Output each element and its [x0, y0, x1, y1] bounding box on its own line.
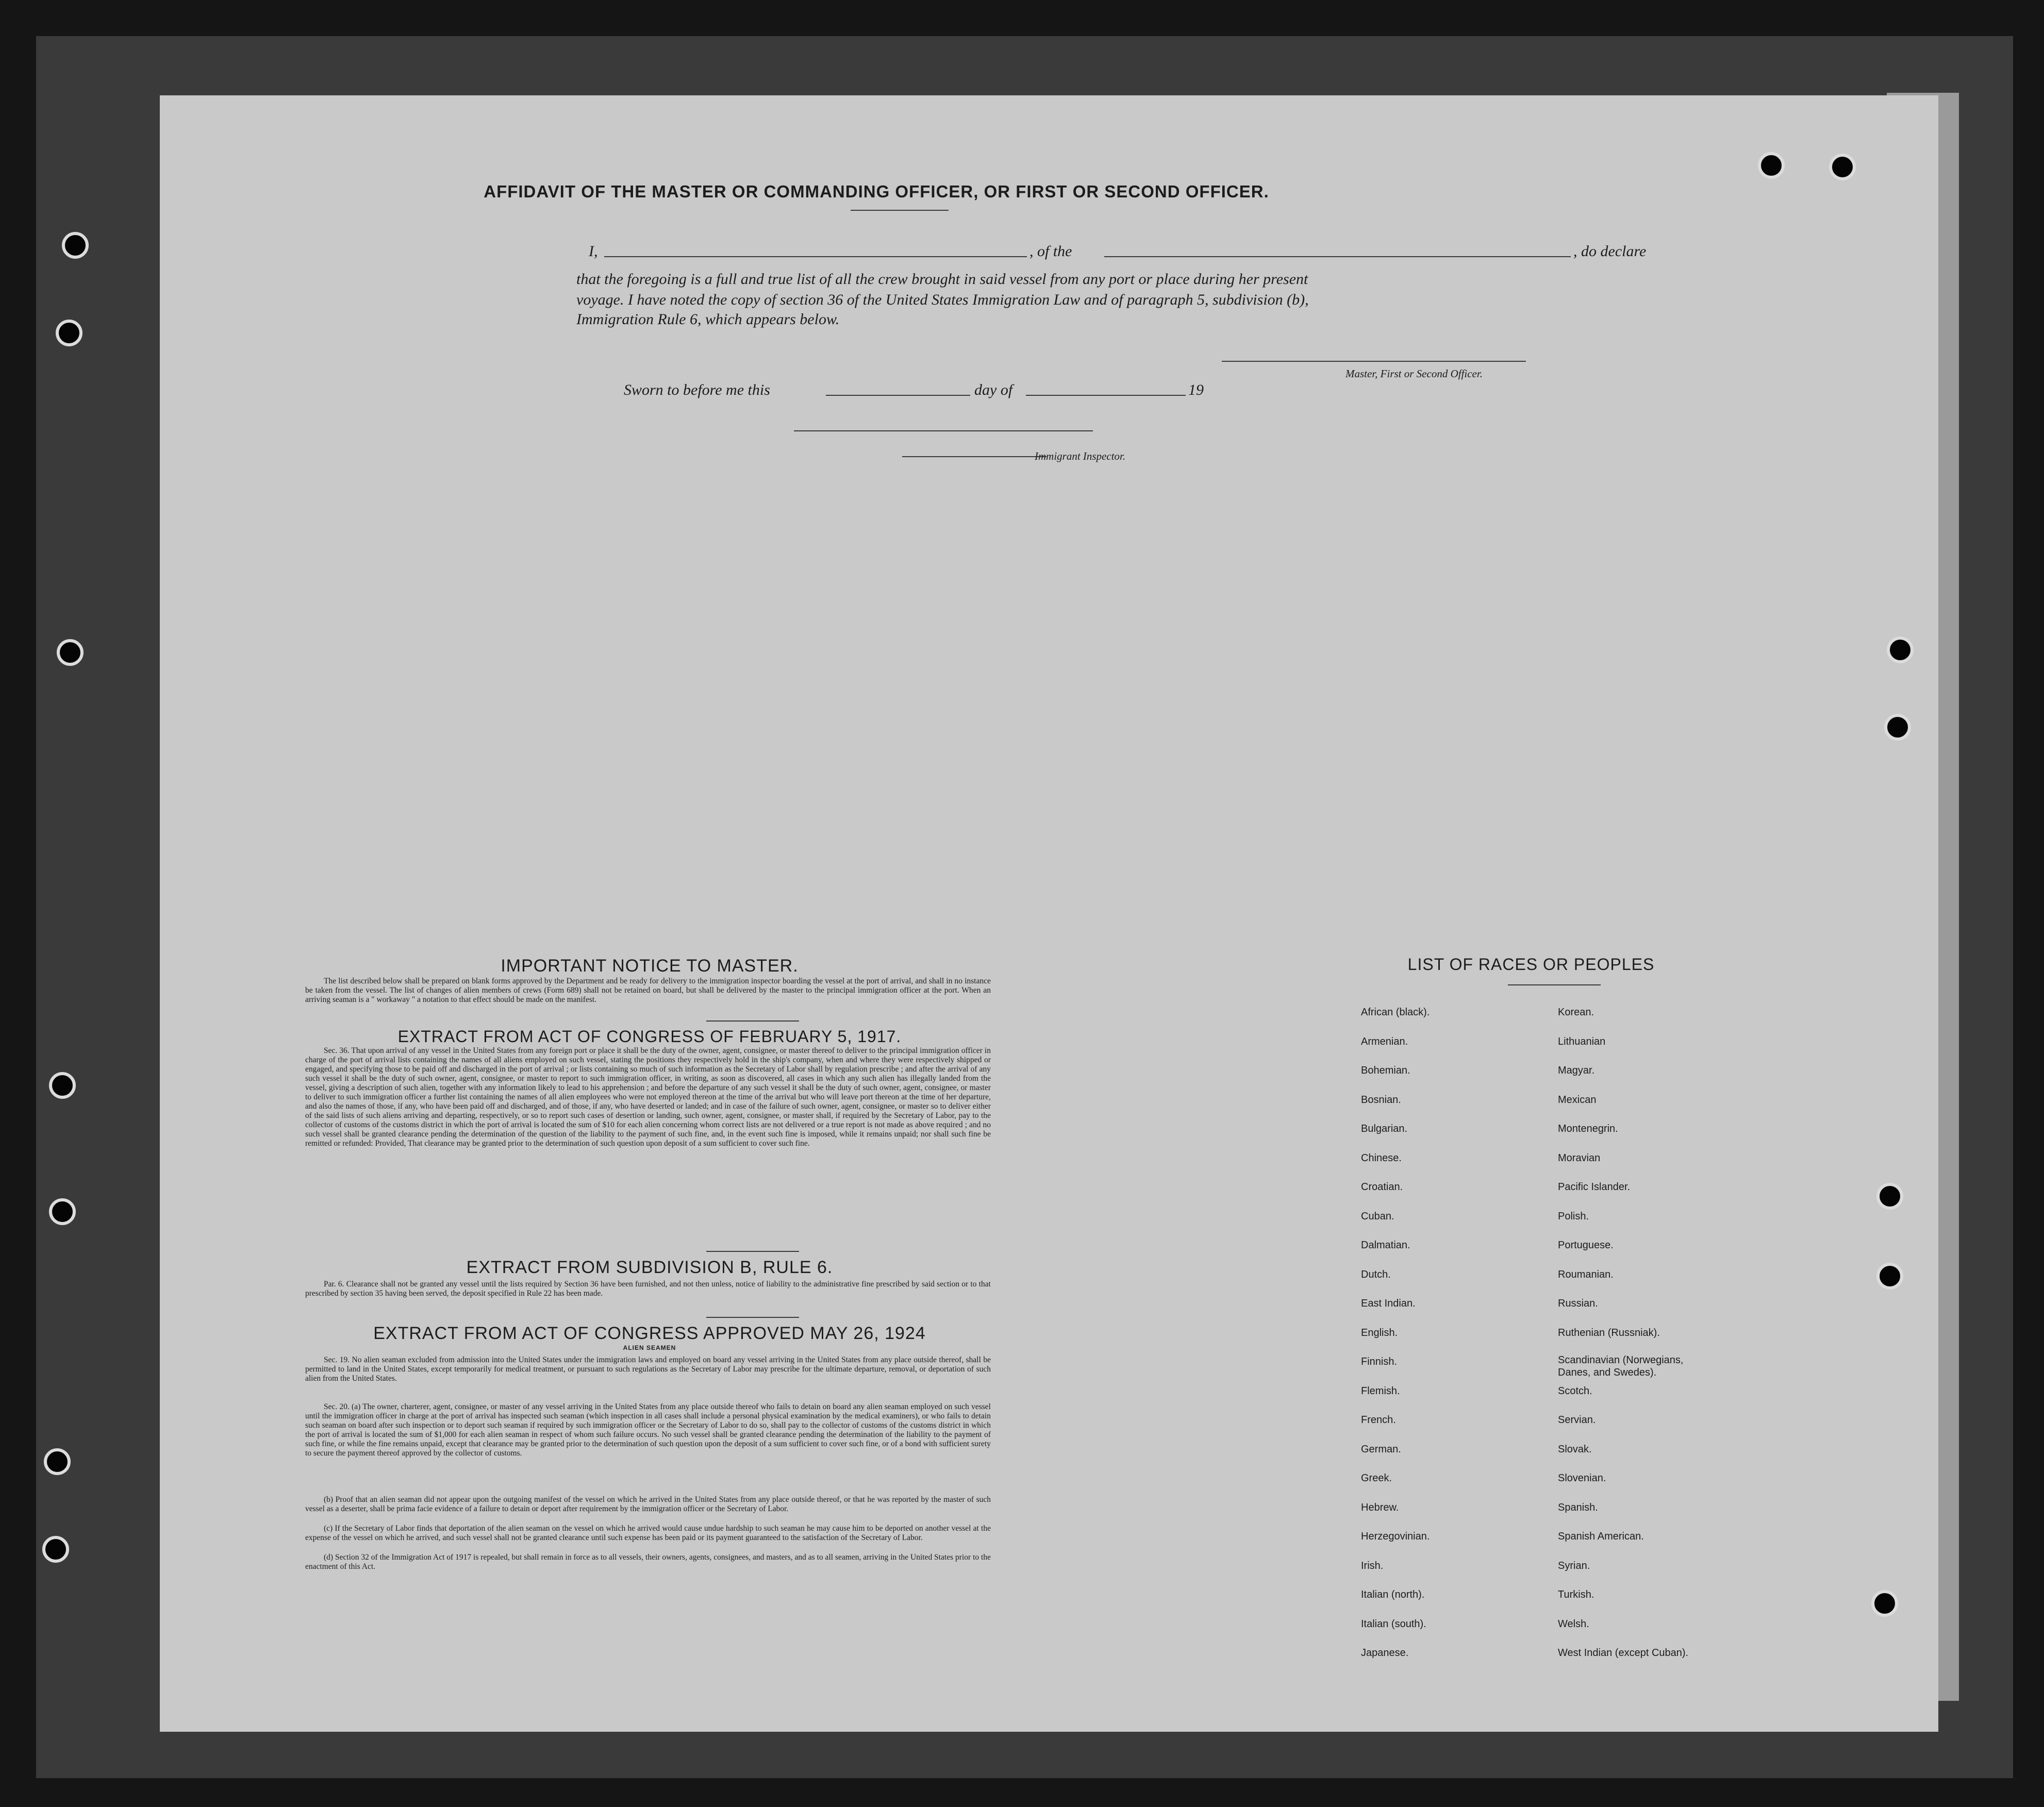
race-item-right: Syrian.: [1558, 1560, 1590, 1571]
race-item-right: Servian.: [1558, 1414, 1596, 1426]
race-item-right: Moravian: [1558, 1152, 1601, 1164]
race-item-left: Greek.: [1361, 1473, 1392, 1484]
act-1924-sec-19: Sec. 19. No alien seaman excluded from admission into the United States under the immigration laws and employed on board any vessel arriving in the United States from any place outside thereof, shall be permitted to land in the United States, except temporarily for medical treatment, or pursuant to such regulations as the Secretary of Labor may prescribe for the ultimate departure, removal, or deportation of such alien from the United States.: [305, 1356, 991, 1383]
act-1917-heading: EXTRACT FROM ACT OF CONGRESS OF FEBRUARY 5, 1917.: [397, 1027, 902, 1046]
binder-hole: [49, 1072, 76, 1099]
race-item-right: Turkish.: [1558, 1589, 1594, 1600]
sworn-month-blank[interactable]: [1026, 395, 1186, 396]
races-list: [1361, 1007, 1825, 1661]
race-item-left: Herzegovinian.: [1361, 1531, 1430, 1542]
race-item-right: Spanish American.: [1558, 1531, 1644, 1542]
affidavit-line-2: that the foregoing is a full and true list of all the crew brought in said vessel from any port or place during her present: [576, 271, 1308, 288]
race-item-left: Flemish.: [1361, 1385, 1400, 1397]
signature-line[interactable]: [1222, 361, 1526, 362]
race-item-left: African (black).: [1361, 1007, 1430, 1018]
race-item-right: Lithuanian: [1558, 1036, 1606, 1047]
inspector-line-2[interactable]: [902, 456, 1046, 457]
affidavit-heading: AFFIDAVIT OF THE MASTER OR COMMANDING OFFICER, OR FIRST OR SECOND OFFICER.: [484, 182, 1269, 201]
divider-1: [706, 1020, 799, 1022]
sworn-year: 19: [1188, 381, 1204, 398]
races-heading: LIST OF RACES OR PEOPLES: [1407, 955, 1655, 974]
race-item-right: Spanish.: [1558, 1502, 1598, 1513]
sworn-line: [624, 381, 1345, 402]
race-item-left: Hebrew.: [1361, 1502, 1399, 1513]
binder-hole: [44, 1448, 71, 1475]
race-item-right: Pacific Islander.: [1558, 1181, 1631, 1193]
race-item-right: Montenegrin.: [1558, 1123, 1618, 1134]
binder-hole: [1887, 637, 1914, 663]
race-item-right: Slovenian.: [1558, 1473, 1606, 1484]
notice-text: The list described below shall be prepared on blank forms approved by the Department and be ready for delivery to the immigration inspector boarding the vessel at the port of arrival, and shall in no instance be taken from the vessel. The list of changes of alien members of crews (Form 689) shall not be retained on board, but shall be delivered by the master to the principal immigration officer at the port. When an arriving seaman is a " workaway " a notation to that effect should be made on the manifest.: [305, 977, 991, 1004]
race-item-left: Dalmatian.: [1361, 1240, 1410, 1251]
document-page: [160, 95, 1938, 1732]
inspector-line-1[interactable]: [794, 430, 1093, 431]
divider-3: [706, 1317, 799, 1318]
races-underline: [1508, 984, 1601, 985]
race-item-left: Bohemian.: [1361, 1065, 1410, 1076]
act-1924-sec-20b: (b) Proof that an alien seaman did not appear upon the outgoing manifest of the vessel on which he arrived in the United States from any place outside thereof, or that he was reported by the master of such vessel as a deserter, shall be prima facie evidence of a failure to detain or deport after requirement by the immigration officer or the Secretary of Labor.: [305, 1495, 991, 1513]
race-item-right: Scotch.: [1558, 1385, 1592, 1397]
race-item-right: Russian.: [1558, 1298, 1598, 1309]
signature-label: Master, First or Second Officer.: [1345, 367, 1483, 380]
act-1924-sec-20d: (d) Section 32 of the Immigration Act of 1917 is repealed, but shall remain in force as to all vessels, their owners, agents, consignees, and masters, and as to all seamen, arriving in the United States prior to the enactment of this Act.: [305, 1553, 991, 1571]
affidavit-declare-line: [589, 243, 1743, 263]
race-item-right: Portuguese.: [1558, 1240, 1614, 1251]
race-item-left: Bulgarian.: [1361, 1123, 1408, 1134]
race-item-right: Mexican: [1558, 1094, 1597, 1106]
race-item-left: German.: [1361, 1444, 1401, 1455]
race-item-right: West Indian (except Cuban).: [1558, 1647, 1689, 1659]
race-item-left: Croatian.: [1361, 1181, 1403, 1193]
sworn-day-of: day of: [974, 381, 1013, 398]
act-1924-sec-20a: Sec. 20. (a) The owner, charterer, agent, consignee, or master of any vessel arriving in the United States from any place outside thereof who fails to detain on board any alien seaman employed on such vessel until the immigration officer in charge at the port of arrival has inspected such seaman (which inspection in all cases shall include a personal physical examination by the medical examiners), or who fails to detain such seaman on board after such inspection or to deport such seaman if required by such immigration officer or the Secretary of Labor to do so, shall pay to the collector of customs of the customs district in which the port of arrival is located the sum of $1,000 for each alien seaman in respect of whom such failure occurs. No such vessel shall be granted clearance pending the determination of the liability to the payment of such fine, or while the fine remains unpaid, except that clearance may be granted prior to the determination of such question upon the deposit of a sum sufficient to cover such fine, or of a bond with sufficient surety to secure the payment thereof approved by the collector of customs.: [305, 1402, 991, 1458]
heading-underline: [851, 210, 949, 211]
binder-hole: [42, 1536, 69, 1563]
declare-end: , do declare: [1573, 243, 1647, 260]
race-item-left: French.: [1361, 1414, 1396, 1426]
race-item-left: Italian (south).: [1361, 1618, 1426, 1630]
race-item-left: Irish.: [1361, 1560, 1384, 1571]
binder-hole: [62, 232, 89, 259]
binder-hole: [49, 1198, 76, 1225]
alien-seamen-subheading: ALIEN SEAMEN: [623, 1344, 676, 1351]
act-1917-text: Sec. 36. That upon arrival of any vessel in the United States from any foreign port or place it shall be the duty of the owner, agent, consignee, or master thereof to deliver to the principal immigration officer in charge of the port of arrival lists containing the names of all aliens employed on such vessel, stating the positions they respectively hold in the ship's company, when and where they were respectively shipped or engaged, and specifying those to be paid off and discharged in the port of arrival ; or lists containing so much of such information as the Secretary of Labor shall by regulation prescribe ; and after the arrival of any such vessel it shall be the duty of such owner, agent, consignee, or master to report to such immigration officer, in writing, as soon as discovered, all cases in which any such alien has illegally landed from the vessel, giving a description of such alien, together with any information likely to lead to his apprehension ; and before the departure of any such vessel it shall be the duty of such owner, agent, consignee, or master to deliver to such immigration officer a further list containing the names of all alien employees who were not employed thereon at the time of the arrival but who will leave port thereon at the time of her departure, and also the names of those, if any, who have been paid off and discharged, and of those, if any, who have deserted or landed; and in case of the failure of such owner, agent, consignee, or master so to deliver either of the said lists of such aliens arriving and departing, respectively, or so to report such cases of desertion or landing, such owner, agent, consignee, or master shall, if required by the Secretary of Labor, pay to the collector of customs of the customs district in which the port of arrival is located the sum of $10 for each alien concerning whom correct lists are not delivered or a true report is not made as above required ; and no such vessel shall be granted clearance pending the determination of the question of the liability to the payment of such fine, and, in the event such fine is imposed, while it remains unpaid; nor shall such fine be remitted or refunded: Provided, That clearance may be granted prior to the determination of such question upon deposit of a sum sufficient to cover such fine.: [305, 1046, 991, 1148]
sworn-text: Sworn to before me this: [624, 381, 770, 398]
act-1924-heading: EXTRACT FROM ACT OF CONGRESS APPROVED MAY 26, 1924: [373, 1324, 926, 1343]
race-item-right: Magyar.: [1558, 1065, 1595, 1076]
race-item-left: Chinese.: [1361, 1152, 1402, 1164]
race-item-left: English.: [1361, 1327, 1398, 1338]
race-item-left: East Indian.: [1361, 1298, 1416, 1309]
binder-hole: [1829, 154, 1856, 180]
inspector-label: Immigrant Inspector.: [1035, 450, 1126, 462]
binder-hole: [57, 639, 84, 666]
race-item-right: Welsh.: [1558, 1618, 1589, 1630]
rule-6-text: Par. 6. Clearance shall not be granted any vessel until the lists required by Section 36 have been furnished, and not then unless, notice of liability to the administrative fine prescribed by said section or to that prescribed by section 35 having been served, the deposit specified in Rule 22 has been made.: [305, 1280, 991, 1298]
sworn-date-blank[interactable]: [826, 395, 970, 396]
race-item-left: Cuban.: [1361, 1211, 1394, 1222]
declare-i: I,: [589, 243, 598, 260]
declare-of-the: , of the: [1029, 243, 1072, 260]
race-item-left: Japanese.: [1361, 1647, 1409, 1659]
binder-hole: [1876, 1183, 1903, 1210]
divider-2: [706, 1251, 799, 1252]
binder-hole: [1758, 152, 1785, 179]
race-item-left: Italian (north).: [1361, 1589, 1425, 1600]
name-blank[interactable]: [604, 256, 1027, 257]
rule-6-heading: EXTRACT FROM SUBDIVISION B, RULE 6.: [466, 1258, 833, 1277]
race-item-left: Armenian.: [1361, 1036, 1408, 1047]
binder-hole: [56, 320, 82, 346]
race-item-left: Finnish.: [1361, 1356, 1398, 1367]
race-item-right: Ruthenian (Russniak).: [1558, 1327, 1660, 1338]
race-item-right: Polish.: [1558, 1211, 1589, 1222]
binder-hole: [1876, 1263, 1903, 1290]
race-item-left: Bosnian.: [1361, 1094, 1401, 1106]
race-item-left: Dutch.: [1361, 1269, 1391, 1280]
binder-hole: [1871, 1590, 1898, 1617]
act-1924-sec-20c: (c) If the Secretary of Labor finds that deportation of the alien seaman on the vessel on which he arrived would cause undue hardship to such seaman he may cause him to be deported on another vessel at the expense of the vessel on which he arrived, and such vessel shall not be granted clearance until such expense has been paid or its payment guaranteed to the satisfaction of the Secretary of Labor.: [305, 1524, 991, 1542]
binder-hole: [1884, 714, 1911, 741]
vessel-blank[interactable]: [1104, 256, 1571, 257]
race-item-right: Scandinavian (Norwegians, Danes, and Swedes).: [1558, 1354, 1684, 1378]
notice-heading: IMPORTANT NOTICE TO MASTER.: [501, 956, 799, 976]
race-item-right: Roumanian.: [1558, 1269, 1614, 1280]
affidavit-line-3: voyage. I have noted the copy of section 36 of the United States Immigration Law and of paragraph 5, subdivision (b),: [576, 291, 1309, 308]
affidavit-line-4: Immigration Rule 6, which appears below.: [576, 311, 840, 328]
race-item-right: Slovak.: [1558, 1444, 1592, 1455]
race-item-right: Korean.: [1558, 1007, 1594, 1018]
